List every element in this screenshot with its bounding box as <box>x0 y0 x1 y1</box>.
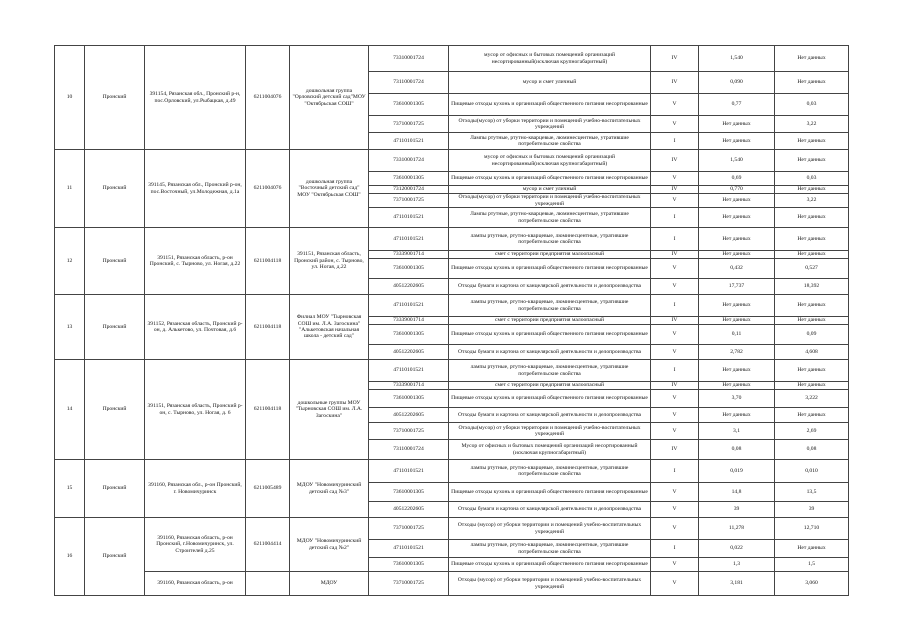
value-cell-2: 2,69 <box>775 423 849 440</box>
waste-code: 47110101521 <box>369 133 449 150</box>
value-cell-1: Нет данных <box>699 208 775 228</box>
waste-description: Пищевые отходы кухонь и организаций общественного питания несортированные <box>449 390 651 408</box>
value-cell-1: 39 <box>699 502 775 518</box>
hazard-class: I <box>651 360 699 382</box>
value-cell-1: Нет данных <box>699 382 775 390</box>
waste-code: 40512202605 <box>369 345 449 360</box>
inn-cell <box>246 572 290 596</box>
row-number: 14 <box>55 360 85 460</box>
waste-code: 47110101521 <box>369 460 449 483</box>
table-row <box>55 518 849 540</box>
table-row <box>55 572 849 596</box>
value-cell-2: 0,527 <box>775 259 849 279</box>
waste-code: 73110001724 <box>369 72 449 94</box>
value-cell-2: Нет данных <box>775 150 849 172</box>
value-cell-2: 0,03 <box>775 94 849 116</box>
waste-code: 47110101521 <box>369 295 449 317</box>
value-cell-2: Нет данных <box>775 133 849 150</box>
value-cell-2: 3,22 <box>775 116 849 133</box>
waste-code: 73339001714 <box>369 251 449 259</box>
hazard-class: I <box>651 208 699 228</box>
row-number: 12 <box>55 228 85 295</box>
inn-cell: 6211004118 <box>246 295 290 360</box>
value-cell-2: 12,710 <box>775 518 849 540</box>
table-row <box>55 295 849 317</box>
row-number: 13 <box>55 295 85 360</box>
waste-code: 73710001725 <box>369 518 449 540</box>
table-row <box>55 228 849 251</box>
value-cell-1: 2,782 <box>699 345 775 360</box>
hazard-class: V <box>651 259 699 279</box>
hazard-class: IV <box>651 382 699 390</box>
waste-description: Пищевые отходы кухонь и организаций общественного питания несортированные <box>449 558 651 572</box>
hazard-class: I <box>651 228 699 251</box>
waste-code: 73610001305 <box>369 172 449 186</box>
value-cell-2: Нет данных <box>775 251 849 259</box>
waste-description: Отходы(мусор) от уборки территории и помещений учебно-воспитательных учреждений <box>449 423 651 440</box>
value-cell-2: 3,222 <box>775 390 849 408</box>
value-cell-1: Нет данных <box>699 116 775 133</box>
value-cell-1: Нет данных <box>699 228 775 251</box>
waste-code: 73610001305 <box>369 558 449 572</box>
inn-cell: 6211004118 <box>246 360 290 460</box>
waste-description: смет с территории предприятия малоопасный <box>449 317 651 325</box>
waste-description: Отходы бумаги и картона от канцелярской деятельности и делопроизводства <box>449 408 651 423</box>
value-cell-2: Нет данных <box>775 72 849 94</box>
waste-description: Отходы бумаги и картона от канцелярской деятельности и делопроизводства <box>449 345 651 360</box>
value-cell-1: 0,432 <box>699 259 775 279</box>
value-cell-1: 14,8 <box>699 483 775 502</box>
hazard-class: IV <box>651 317 699 325</box>
hazard-class: IV <box>651 150 699 172</box>
value-cell-2: 0,010 <box>775 460 849 483</box>
value-cell-2: 4,608 <box>775 345 849 360</box>
value-cell-1: 0,770 <box>699 186 775 194</box>
value-cell-1: Нет данных <box>699 360 775 382</box>
waste-description: Отходы (мусор) от уборки территории и помещений учебно-воспитательных учреждений <box>449 572 651 596</box>
hazard-class: V <box>651 390 699 408</box>
value-cell-2: Нет данных <box>775 408 849 423</box>
organization-cell: Филиал МОУ "Тырновская СОШ им. Л.А. Загоскина" "Алькетовская начальная школа - детский сад" <box>290 295 369 360</box>
waste-code: 73610001305 <box>369 259 449 279</box>
value-cell-1: Нет данных <box>699 251 775 259</box>
address-cell: 391160, Рязанская область, р-он Пронский, г.Новомичуринск, ул. Строителей д.25 <box>145 518 246 572</box>
waste-description: лампы ртутные, ртутно-кварцевые, люминесцентные, утратившие потребительские свойства <box>449 540 651 558</box>
waste-description: Мусор от офисных и бытовых помещений организаций несортированный (исключая крупногабаритный) <box>449 440 651 460</box>
organization-cell: дошкольная группа "Орловский детский сад"МОУ "Октябрьская СОШ" <box>290 46 369 150</box>
hazard-class: V <box>651 94 699 116</box>
waste-code: 47110101521 <box>369 360 449 382</box>
table-row <box>55 360 849 382</box>
value-cell-1: 0,090 <box>699 72 775 94</box>
value-cell-1: 3,70 <box>699 390 775 408</box>
district-cell: Пронский <box>85 295 145 360</box>
organization-cell: МДОУ "Новомичуринский детский сад №2" <box>290 518 369 572</box>
waste-code: 73710001725 <box>369 116 449 133</box>
value-cell-2: 0,08 <box>775 440 849 460</box>
hazard-class: IV <box>651 440 699 460</box>
district-cell: Пронский <box>85 460 145 518</box>
address-cell: 391160, Рязанская обл., р-он Пронский, г. Новомичуринск <box>145 460 246 518</box>
waste-code: 73310001724 <box>369 46 449 72</box>
waste-code: 73710001725 <box>369 423 449 440</box>
waste-code: 73610001305 <box>369 483 449 502</box>
value-cell-2: Нет данных <box>775 382 849 390</box>
value-cell-2: Нет данных <box>775 540 849 558</box>
value-cell-1: 0,11 <box>699 325 775 345</box>
waste-description: лампы ртутные, ртутно-кварцевые, люминесцентные, утратившие потребительские свойства <box>449 460 651 483</box>
hazard-class: IV <box>651 186 699 194</box>
value-cell-1: Нет данных <box>699 194 775 208</box>
waste-code: 40512202605 <box>369 502 449 518</box>
waste-description: Отходы бумаги и картона от канцелярской деятельности и делопроизводства <box>449 502 651 518</box>
waste-code: 73120001724 <box>369 186 449 194</box>
hazard-class: V <box>651 572 699 596</box>
row-number: 10 <box>55 46 85 150</box>
hazard-class: IV <box>651 46 699 72</box>
waste-description: лампы ртутные, ртутно-кварцевые, люминесцентные, утратившие потребительские свойства <box>449 295 651 317</box>
value-cell-1: 1,540 <box>699 46 775 72</box>
waste-code: 73110001724 <box>369 440 449 460</box>
value-cell-1: Нет данных <box>699 133 775 150</box>
value-cell-2: Нет данных <box>775 317 849 325</box>
waste-code: 47110101521 <box>369 228 449 251</box>
inn-cell: 6211005489 <box>246 460 290 518</box>
address-cell: 391151, Рязанская область, р-он Пронский, с. Тырново, ул. Ногая, д.22 <box>145 228 246 295</box>
waste-code: 73610001305 <box>369 94 449 116</box>
waste-code: 47110101521 <box>369 540 449 558</box>
value-cell-2: Нет данных <box>775 295 849 317</box>
table-row <box>55 150 849 172</box>
value-cell-1: Нет данных <box>699 408 775 423</box>
organization-cell: дошкольные группы МОУ "Тырновская СОШ им. Л.А. Загоскина" <box>290 360 369 460</box>
table-row <box>55 460 849 483</box>
waste-description: Отходы бумаги и картона от канцелярской деятельности и делопроизводства <box>449 279 651 295</box>
hazard-class: I <box>651 295 699 317</box>
waste-description: Отходы(мусор) от уборки территории и помещений учебно-воспитательных учреждений <box>449 194 651 208</box>
value-cell-1: 0,08 <box>699 440 775 460</box>
waste-description: мусор и смет уличный <box>449 72 651 94</box>
value-cell-1: 11,278 <box>699 518 775 540</box>
waste-description: смет с территории предприятия малоопасный <box>449 382 651 390</box>
hazard-class: I <box>651 133 699 150</box>
waste-code: 47110101521 <box>369 208 449 228</box>
value-cell-2: 0,09 <box>775 325 849 345</box>
district-cell: Пронский <box>85 150 145 228</box>
value-cell-2: 3,22 <box>775 194 849 208</box>
inn-cell: 6211004076 <box>246 46 290 150</box>
inn-cell: 6211004414 <box>246 518 290 572</box>
value-cell-1: 3,1 <box>699 423 775 440</box>
inn-cell: 6211004076 <box>246 150 290 228</box>
waste-code: 40512202605 <box>369 279 449 295</box>
value-cell-1: Нет данных <box>699 295 775 317</box>
waste-description: Отходы(мусор) от уборки территории и помещений учебно-воспитательных учреждений <box>449 116 651 133</box>
district-cell: Пронский <box>85 46 145 150</box>
value-cell-1: Нет данных <box>699 317 775 325</box>
table-row <box>55 46 849 72</box>
waste-code: 73339001714 <box>369 317 449 325</box>
value-cell-1: 0,69 <box>699 172 775 186</box>
hazard-class: V <box>651 325 699 345</box>
value-cell-2: 3,060 <box>775 572 849 596</box>
waste-description: мусор от офисных и бытовых помещений организаций несортированный(исключая крупногабаритный) <box>449 46 651 72</box>
organization-cell: дошкольная группа "Восточный детский сад" МОУ "Октябрьская СОШ" <box>290 150 369 228</box>
address-cell: 391154, Рязанская обл., Пронский р-н, пос.Орловский, ул.Рыбацкая, д.49 <box>145 46 246 150</box>
waste-description: Пищевые отходы кухонь и организаций общественного питания несортированные <box>449 172 651 186</box>
waste-registry-table <box>54 45 849 596</box>
organization-cell: МДОУ "Новомичуринский детский сад №3" <box>290 460 369 518</box>
waste-code: 40512202605 <box>369 408 449 423</box>
hazard-class: V <box>651 408 699 423</box>
hazard-class: V <box>651 194 699 208</box>
waste-code: 73710001725 <box>369 194 449 208</box>
waste-description: Пищевые отходы кухонь и организаций общественного питания несортированные <box>449 94 651 116</box>
organization-cell: 391151, Рязанская область, Пронский район, с. Тырново, ул. Ногая, д.22 <box>290 228 369 295</box>
waste-description: Пищевые отходы кухонь и организаций общественного питания несортированные <box>449 325 651 345</box>
hazard-class: V <box>651 345 699 360</box>
value-cell-2: Нет данных <box>775 208 849 228</box>
waste-code: 73339001714 <box>369 382 449 390</box>
hazard-class: V <box>651 502 699 518</box>
row-number: 11 <box>55 150 85 228</box>
address-cell: 391151, Рязанская область, Пронский р-он, с. Тырново, ул. Ногая, д. 6 <box>145 360 246 460</box>
organization-cell: МДОУ <box>290 572 369 596</box>
waste-description: Пищевые отходы кухонь и организаций общественного питания несортированные <box>449 259 651 279</box>
hazard-class: I <box>651 540 699 558</box>
waste-description: Лампы ртутные, ртутно-кварцевые, люминесцентные, утратившие потребительские свойства <box>449 208 651 228</box>
value-cell-1: 1,3 <box>699 558 775 572</box>
row-number: 15 <box>55 460 85 518</box>
waste-code: 73610001305 <box>369 390 449 408</box>
hazard-class: I <box>651 460 699 483</box>
hazard-class: V <box>651 558 699 572</box>
waste-description: мусор и смет уличный <box>449 186 651 194</box>
waste-description: Лампы ртутные, ртутно-кварцевые, люминесцентные, утратившие потребительские свойства <box>449 133 651 150</box>
waste-code: 73310001724 <box>369 150 449 172</box>
value-cell-1: 1,540 <box>699 150 775 172</box>
inn-cell: 6211004118 <box>246 228 290 295</box>
hazard-class: V <box>651 518 699 540</box>
value-cell-1: 17,737 <box>699 279 775 295</box>
waste-description: мусор от офисных и бытовых помещений организаций несортированный(исключая крупногабаритный) <box>449 150 651 172</box>
waste-description: Отходы (мусор) от уборки территории и помещений учебно-воспитательных учреждений <box>449 518 651 540</box>
value-cell-1: 0,019 <box>699 460 775 483</box>
waste-code: 73610001305 <box>369 325 449 345</box>
waste-description: смет с территории предприятия малоопасный <box>449 251 651 259</box>
district-cell: Пронский <box>85 228 145 295</box>
address-cell: 391160, Рязанская область, р-он <box>145 572 246 596</box>
hazard-class: V <box>651 423 699 440</box>
value-cell-2: Нет данных <box>775 228 849 251</box>
value-cell-2: 0,03 <box>775 172 849 186</box>
value-cell-2: 1,5 <box>775 558 849 572</box>
value-cell-2: 18,392 <box>775 279 849 295</box>
waste-code: 73710001725 <box>369 572 449 596</box>
hazard-class: V <box>651 172 699 186</box>
value-cell-1: 3,181 <box>699 572 775 596</box>
hazard-class: V <box>651 483 699 502</box>
waste-description: Пищевые отходы кухонь и организаций общественного питания несортированные <box>449 483 651 502</box>
value-cell-2: Нет данных <box>775 360 849 382</box>
value-cell-1: 0,77 <box>699 94 775 116</box>
address-cell: 391152, Рязанская область, Пронский р-он, д. Алькетово, ул. Почтовая, д.6 <box>145 295 246 360</box>
hazard-class: V <box>651 116 699 133</box>
value-cell-2: Нет данных <box>775 186 849 194</box>
value-cell-1: 0,022 <box>699 540 775 558</box>
waste-description: лампы ртутные, ртутно-кварцевые, люминесцентные, утратившие потребительские свойства <box>449 228 651 251</box>
value-cell-2: 13,5 <box>775 483 849 502</box>
value-cell-2: Нет данных <box>775 46 849 72</box>
hazard-class: IV <box>651 251 699 259</box>
hazard-class: IV <box>651 72 699 94</box>
waste-description: лампы ртутные, ртутно-кварцевые, люминесцентные, утратившие потребительские свойства <box>449 360 651 382</box>
row-number: 16 <box>55 518 85 596</box>
hazard-class: V <box>651 279 699 295</box>
district-cell: Пронский <box>85 360 145 460</box>
address-cell: 391145, Рязанская обл., Пронский р-он, пос.Восточный, ул.Молодежная, д.1а <box>145 150 246 228</box>
district-cell: Пронский <box>85 518 145 596</box>
value-cell-2: 39 <box>775 502 849 518</box>
